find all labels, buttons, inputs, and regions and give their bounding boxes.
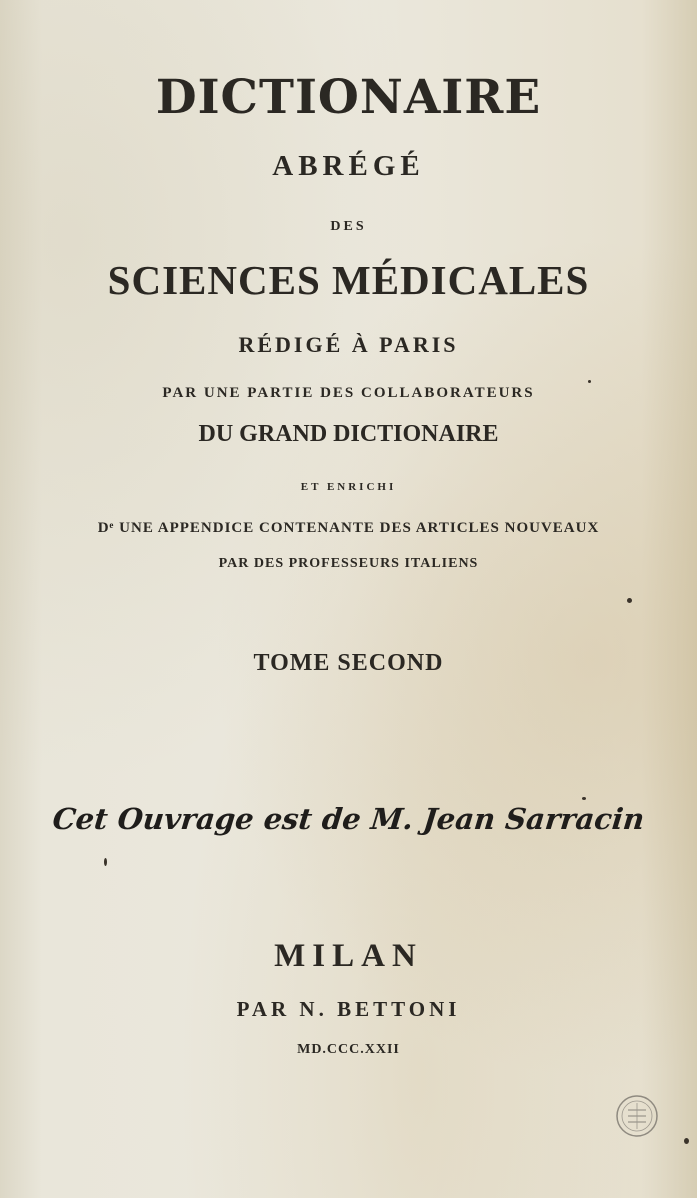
publisher-line: PAR N. BETTONI: [236, 997, 461, 1021]
ownership-stamp: Cet Ouvrage est de M. Jean Sarracin: [50, 802, 647, 836]
ink-speck: [582, 797, 586, 800]
ink-speck: [104, 858, 107, 866]
book-title: DICTIONAIRE: [155, 70, 542, 125]
authors-work: DU GRAND DICTIONAIRE: [198, 421, 499, 447]
subtitle-des: DES: [330, 219, 367, 234]
ink-speck: [684, 1138, 689, 1144]
subtitle-abrege: ABRÉGÉ: [272, 150, 425, 182]
enrichment-line-2: Dᵉ UNE APPENDICE CONTENANTE DES ARTICLES NOUVEAUX: [97, 520, 600, 536]
enrichment-line-3: PAR DES PROFESSEURS ITALIENS: [218, 556, 479, 571]
enrichment-line-1: ET ENRICHI: [300, 481, 397, 493]
authors-line: PAR UNE PARTIE DES COLLABORATEURS: [162, 385, 535, 401]
volume-label: TOME SECOND: [253, 650, 444, 676]
ink-speck: [588, 380, 591, 383]
library-seal-icon: [614, 1093, 660, 1139]
redaction-line: RÉDIGÉ À PARIS: [238, 332, 459, 357]
publication-city: MILAN: [274, 938, 423, 974]
publication-year: MD.CCC.XXII: [297, 1042, 400, 1057]
ink-speck: [627, 598, 632, 603]
subtitle-sciences: SCIENCES MÉDICALES: [107, 257, 590, 303]
